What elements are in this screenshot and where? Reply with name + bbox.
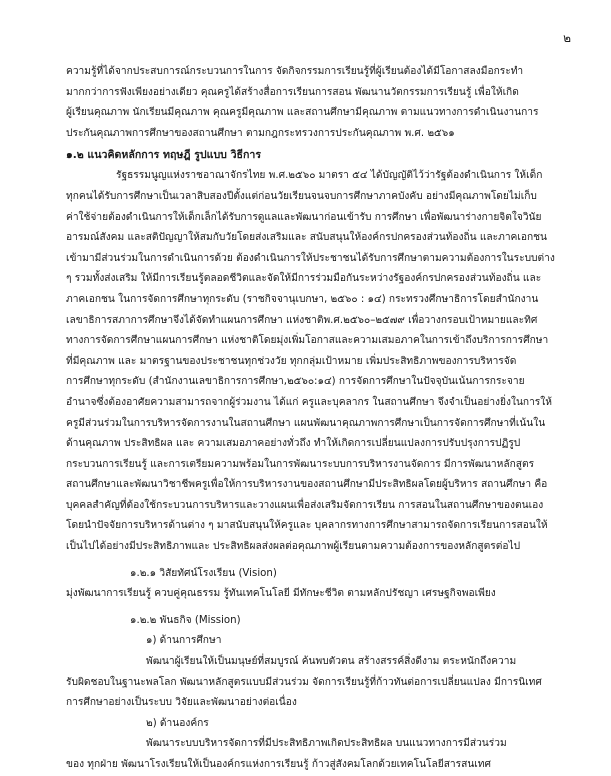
- text-line: ทุกคนได้รับการศึกษาเป็นเวลาสิบสองปีตั้งแต่ก่อนวัยเรียนจนจบการศึกษาภาคบังคับ อย่างมีคุณภาพโดยไม่เก็บ: [66, 190, 537, 202]
- text-line: ของ ทุกฝ่าย พัฒนาโรงเรียนให้เป็นองค์กรแห่งการเรียนรู้ ก้าวสู่สังคมโลกด้วยเทคโนโลยีสารสนเทศ: [66, 759, 491, 770]
- text-line: กระบวนการเรียนรู้ และการเตรียมความพร้อมในการพัฒนาระบบการบริหารงานจัดการ มีการพัฒนาหลักสูตร: [66, 458, 535, 470]
- vision-heading: ๑.๒.๑ วิสัยทัศน์โรงเรียน (Vision): [130, 567, 277, 579]
- mission-item-label: ๑) ด้านการศึกษา: [146, 635, 222, 647]
- text-line: บุคคลสำคัญที่ต้องใช้กระบวนการบริหารและวางแผนเพื่อส่งเสริมจัดการเรียน การสอนในสถานศึกษาของตนเอง: [66, 499, 544, 511]
- text-line: โดยนำปัจจัยการบริหารด้านต่าง ๆ มาสนับสนุนให้ครูและ บุคลากรทางการศึกษาสามารถจัดการเรียนการสอนให้: [66, 520, 548, 532]
- text-line: ประกันคุณภาพการศึกษาของสถานศึกษา ตามกฎกระทรวงการประกันคุณภาพ พ.ศ. ๒๕๖๑: [66, 127, 455, 139]
- mission-item-label: ๒) ด้านองค์กร: [146, 717, 209, 729]
- text-line: การศึกษาทุกระดับ (สำนักงานเลขาธิการการศึกษา,๒๕๖๐:๑๔) การจัดการศึกษาในปัจจุบันเน้นการกระจาย: [66, 376, 525, 388]
- vision-section: [66, 564, 574, 605]
- body-paragraph: [66, 166, 574, 557]
- text-line: เป็นไปได้อย่างมีประสิทธิภาพและ ประสิทธิผลส่งผลต่อคุณภาพผู้เรียนตามความต้องการของหลักสูตรต่อไป: [66, 541, 521, 553]
- text-line: ภาคเอกชน ในการจัดการศึกษาทุกระดับ (ราชกิจจานุเบกษา, ๒๕๖๐ : ๑๔) กระทรวงศึกษาธิการโดยสำนักงาน: [66, 293, 539, 305]
- text-line: อารมณ์สังคม และสติปัญญาให้สมกับวัยโดยส่งเสริมและ สนับสนุนให้องค์กรปกครองส่วนท้องถิ่น และภาคเอกชน: [66, 232, 548, 244]
- text-line: ผู้เรียนคุณภาพ นักเรียนมีคุณภาพ คุณครูมีคุณภาพ และสถานศึกษามีคุณภาพ ตามแนวทางการดำเนินงานการ: [66, 107, 539, 119]
- vision-text: มุ่งพัฒนาการเรียนรู้ ควบคู่คุณธรรม รู้ทันเทคโนโลยี มีทักษะชีวิต ตามหลักปรัชญา เศรษฐกิจพอเพียง: [66, 588, 496, 600]
- text-line: เข้ามามีส่วนร่วมในการดำเนินการด้วย ต้องดำเนินการให้ประชาชนได้รับการศึกษาตามความต้องการในระบบต่าง: [66, 252, 555, 264]
- text-line: การศึกษาอย่างเป็นระบบ วิจัยและพัฒนาอย่างต่อเนื่อง: [66, 697, 297, 709]
- text-line: ทางการจัดการศึกษาแผนการศึกษา แห่งชาติโดยมุ่งเพิ่มโอกาสและความเสมอภาคในการเข้าถึงบริการการศึกษา: [66, 335, 549, 347]
- text-line: สถานศึกษาและพัฒนาวิชาชีพครูเพื่อให้การบริหารงานของสถานศึกษามีประสิทธิผลโดยผู้บริหาร สถานศึกษา คือ: [66, 479, 548, 491]
- text-line: อำนาจซึ่งต้องอาศัยความสามารถจากผู้ร่วมงาน ได้แก่ ครูและบุคลากร ในสถานศึกษา จึงจำเป็นอย่างยิ่งในการให้: [66, 396, 552, 408]
- text-line: ที่มีคุณภาพ และ มาตรฐานของประชาชนทุกช่วงวัย ทุกกลุ่มเป้าหมาย เพิ่มประสิทธิภาพของการบริหารจัด: [66, 355, 517, 367]
- text-line: รัฐธรรมนูญแห่งราชอาณาจักรไทย พ.ศ.๒๕๖๐ มาตรา ๕๔ ได้บัญญัติไว้ว่ารัฐต้องดำเนินการ ให้เด็ก: [116, 170, 543, 182]
- text-line: ๆ รวมทั้งส่งเสริม ให้มีการเรียนรู้ตลอดชีวิตและจัดให้มีการร่วมมือกันระหว่างรัฐองค์กรปกครองส่วนท้องถิ่น และ: [66, 273, 542, 285]
- mission-section: [66, 611, 574, 776]
- text-line: ความรู้ที่ได้จากประสบการณ์กระบวนการในการ จัดกิจกรรมการเรียนรู้ที่ผู้เรียนต้องได้มีโอกาสลงมือกระทำ: [66, 66, 524, 77]
- text-line: เลขาธิการสภาการศึกษาจึงได้จัดทำแผนการศึกษา แห่งชาติพ.ศ.๒๕๖๐–๒๕๗๙ เพื่อวางกรอบเป้าหมายและทิศ: [66, 314, 538, 326]
- page-number: ๒: [563, 31, 571, 45]
- text-line: ด้านคุณภาพ ประสิทธิผล และ ความเสมอภาคอย่างทั่วถึง ทำให้เกิดการเปลี่ยนแปลงการปรับปรุงการปฏิรูป: [66, 438, 521, 450]
- text-line: ค่าใช้จ่ายต้องดำเนินการให้เด็กเล็กได้รับการดูแลและพัฒนาก่อนเข้ารับ การศึกษา เพื่อพัฒนาร่างกายจิตใจวินัย: [66, 211, 542, 223]
- mission-heading: ๑.๒.๒ พันธกิจ (Mission): [130, 614, 241, 626]
- text-line: มากกว่าการฟังเพียงอย่างเดียว คุณครูได้สร้างสื่อการเรียนการสอน พัฒนานวัตกรรมการเรียนรู้ เพื่อให้เกิด: [66, 86, 519, 98]
- section-heading: ๑.๒ แนวคิดหลักการ ทฤษฎี รูปแบบ วิธีการ: [66, 149, 262, 162]
- document-content: [66, 62, 574, 776]
- text-line: พัฒนาระบบบริหารจัดการที่มีประสิทธิภาพเกิดประสิทธิผล บนแนวทางการมีส่วนร่วม: [146, 738, 507, 750]
- text-line: รับผิดชอบในฐานะพลโลก พัฒนาหลักสูตรแบบมีส่วนร่วม จัดการเรียนรู้ที่ก้าวทันต่อการเปลี่ยนแปลง มีการนิเทศ: [66, 676, 542, 688]
- text-line: พัฒนาผู้เรียนให้เป็นมนุษย์ที่สมบูรณ์ ค้นพบตัวตน สร้างสรรค์สิ่งดีงาม ตระหนักถึงความ: [146, 656, 517, 668]
- text-line: ครูมีส่วนร่วมในการบริหารจัดการงานในสถานศึกษา แผนพัฒนาคุณภาพการศึกษาเป็นการจัดการศึกษาที่เน้นใน: [66, 417, 546, 429]
- intro-paragraph: [66, 62, 574, 144]
